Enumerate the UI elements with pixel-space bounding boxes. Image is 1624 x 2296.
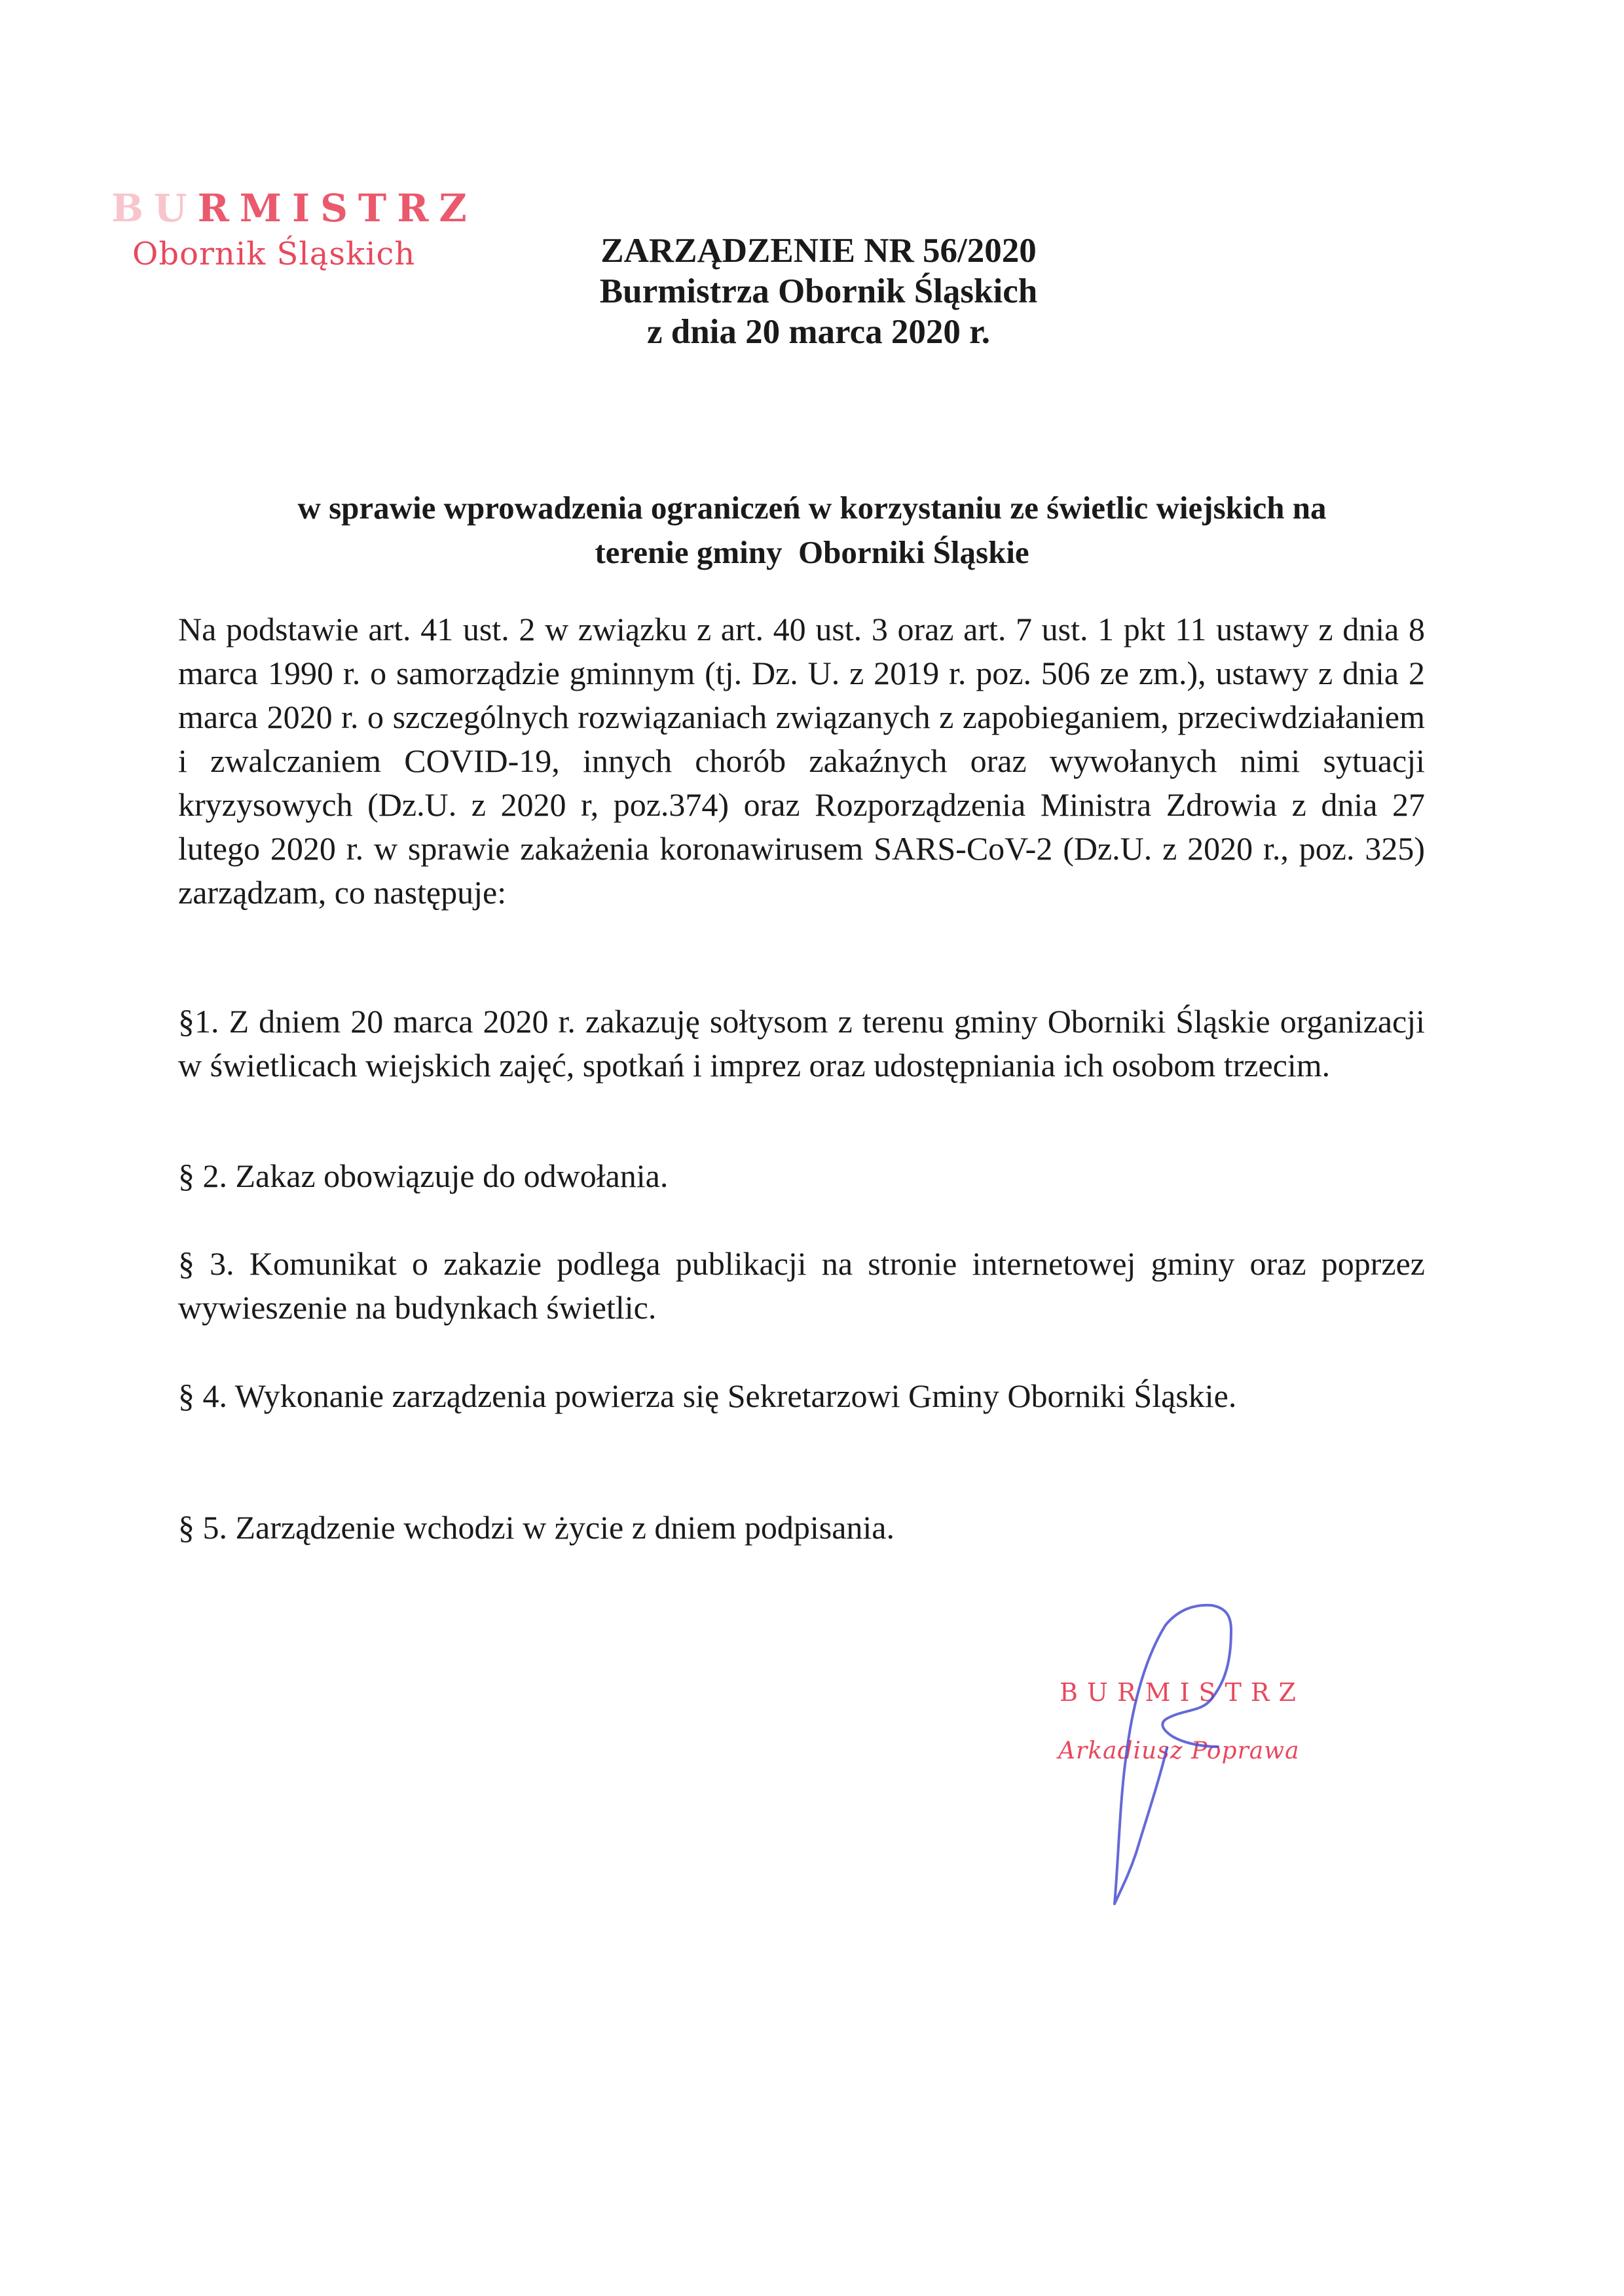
heading-issuer: Burmistrza Obornik Śląskich (599, 272, 1038, 310)
heading-date: z dnia 20 marca 2020 r. (646, 313, 991, 351)
stamp-title-faded: BU (111, 186, 198, 230)
legal-basis-paragraph: Na podstawie art. 41 ust. 2 w związku z art. 40 ust. 3 oraz art. 7 ust. 1 pkt 11 ustawy z dnia 8 marca 1990 r. o samorządzie gminnym (tj. Dz. U. z 2019 r. poz. 506 ze zm.), ustawy z dnia 2 marca 2020 r. o szczególnych rozwiązaniach związanych z zapobieganiem, przeciwdziałaniem i zwalczaniem COVID-19, innych chorób zakaźnych oraz wywołanych nimi sytuacji kryzysowych (Dz.U. z 2020 r, poz.374) oraz Rozporządzenia Ministra Zdrowia z dnia 27 lutego 2020 r. w sprawie zakażenia koronawirusem SARS-CoV-2 (Dz.U. z 2020 r., poz. 325) zarządzam, co następuje: (178, 611, 1425, 911)
subject-line-1: w sprawie wprowadzenia ograniczeń w korzystaniu ze świetlic wiejskich na (297, 490, 1327, 526)
paragraph-1: §1. Z dniem 20 marca 2020 r. zakazuję sołtysom z terenu gminy Oborniki Śląskie organizacji w świetlicach wiejskich zajęć, spotkań i imprez oraz udostępniania ich osobom trzecim. (178, 1003, 1425, 1084)
office-stamp-top (111, 185, 477, 277)
paragraph-2: § 2. Zakaz obowiązuje do odwołania. (178, 1157, 669, 1194)
stamp-title (111, 185, 477, 231)
signature-stamp (1048, 1676, 1323, 1768)
signature-stamp-name: Arkadiusz Poprawa (1058, 1738, 1300, 1764)
stamp-title-rest: RMISTRZ (197, 186, 477, 230)
heading-title: ZARZĄDZENIE NR 56/2020 (600, 232, 1037, 270)
subject-line-2: terenie gminy Oborniki Śląskie (595, 534, 1029, 570)
document-subject (172, 486, 1452, 575)
paragraph-5: § 5. Zarządzenie wchodzi w życie z dniem podpisania. (178, 1509, 895, 1546)
document-heading (517, 230, 1120, 352)
signature-stamp-title: BURMISTRZ (1060, 1678, 1305, 1707)
stamp-subtitle: Obornik Śląskich (132, 236, 416, 272)
handwritten-signature (1015, 1584, 1342, 2010)
paragraph-3: § 3. Komunikat o zakazie podlega publikacji na stronie internetowej gminy oraz poprzez wywieszenie na budynkach świetlic. (178, 1245, 1425, 1326)
paragraph-4: § 4. Wykonanie zarządzenia powierza się Sekretarzowi Gminy Oborniki Śląskie. (178, 1377, 1237, 1414)
